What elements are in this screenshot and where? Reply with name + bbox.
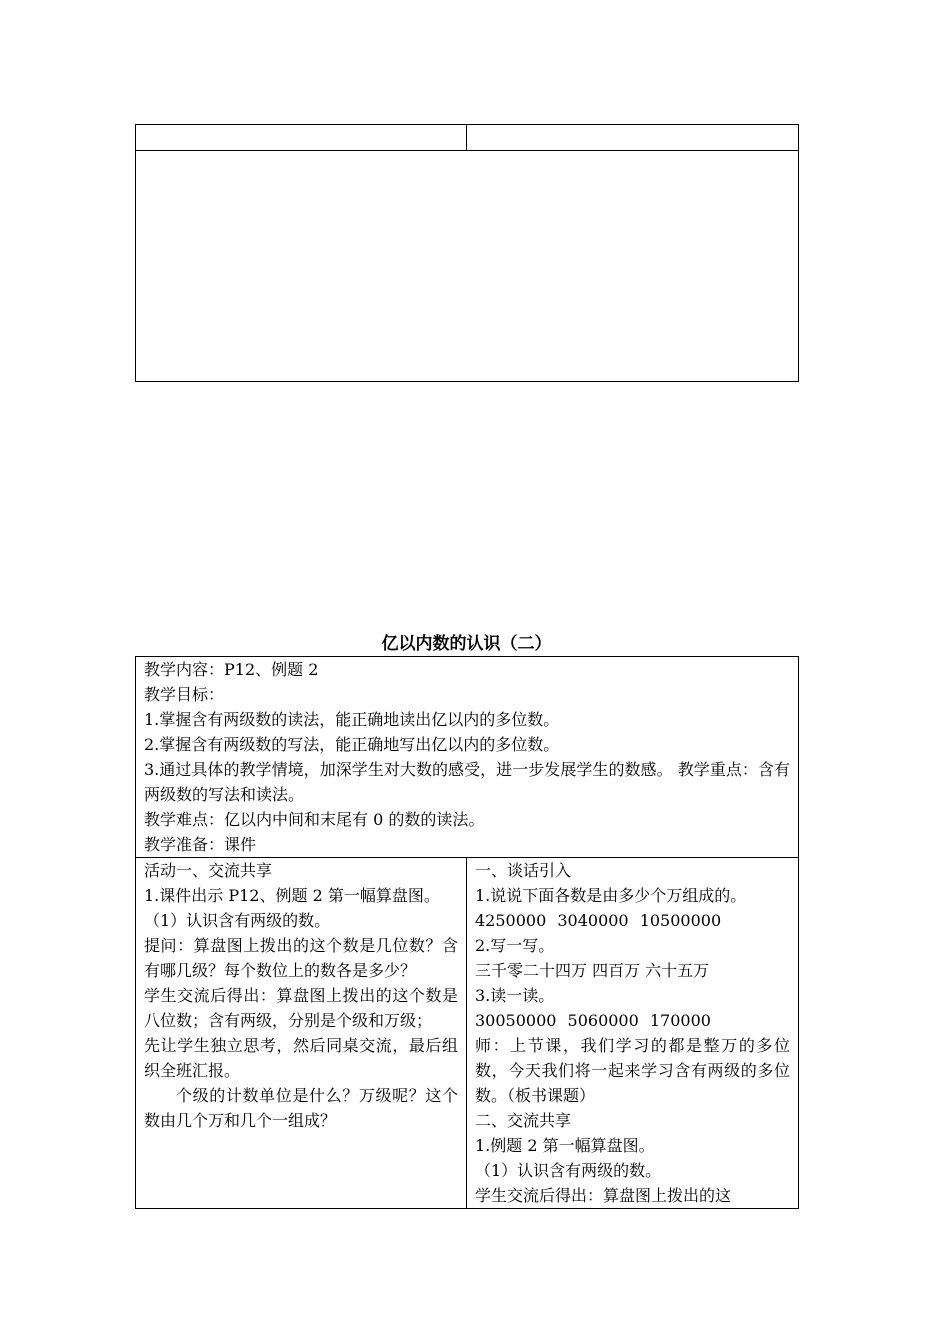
- right-teacher-talk: 师：上节课，我们学习的都是整万的多位数，今天我们将一起来学习含有两级的多位数。（板书课题）: [475, 1036, 791, 1105]
- blank-cell-right: [467, 125, 799, 151]
- teaching-difficulty: 教学难点：亿以内中间和末尾有 0 的数的读法。: [144, 810, 485, 829]
- blank-body-cell: [136, 151, 799, 382]
- intro-heading: 一、谈话引入: [475, 861, 572, 880]
- lesson-plan-table: [135, 656, 799, 1209]
- right-column-cell: [467, 858, 799, 1209]
- right-numbers-1: 4250000 3040000 10500000: [475, 911, 722, 930]
- left-conclusion: 学生交流后得出：算盘图上拨出的这个数是八位数；含有两级，分别是个级和万级；: [144, 986, 458, 1030]
- objective-1: 1.掌握含有两级数的读法，能正确地读出亿以内的多位数。: [144, 710, 560, 729]
- blank-header-table: [135, 124, 799, 382]
- left-method: 先让学生独立思考，然后同桌交流，最后组织全班汇报。: [144, 1036, 458, 1080]
- right-example: 1.例题 2 第一幅算盘图。: [475, 1136, 655, 1155]
- objectives-label: 教学目标：: [144, 685, 225, 704]
- activity-row: [136, 858, 799, 1209]
- left-question-2: 个级的计数单位是什么？万级呢？这个数由几个万和几个一组成？: [144, 1086, 458, 1130]
- activity-heading: 活动一、交流共享: [144, 861, 273, 880]
- objective-2: 2.掌握含有两级数的写法，能正确地写出亿以内的多位数。: [144, 735, 560, 754]
- left-step-1-1: （1）认识含有两级的数。: [144, 911, 331, 930]
- info-row: [136, 657, 799, 858]
- objective-3-and-key-point: 3.通过具体的教学情境，加深学生对大数的感受，进一步发展学生的数感。 教学重点：含有两级数的写法和读法。: [144, 760, 791, 804]
- right-task-3: 3.读一读。: [475, 986, 555, 1005]
- info-cell: [136, 657, 799, 858]
- lesson-title: 亿以内数的认识（二）: [381, 634, 552, 654]
- right-step-1-1: （1）认识含有两级的数。: [475, 1161, 662, 1180]
- right-words-2: 三千零二十四万 四百万 六十五万: [475, 961, 710, 980]
- left-question: 提问：算盘图上拨出的这个数是几位数？含有哪几级？每个数位上的数各是多少？: [144, 936, 458, 980]
- left-step-1: 1.课件出示 P12、例题 2 第一幅算盘图。: [144, 886, 440, 905]
- blank-header-row: [136, 125, 799, 151]
- left-column-cell: [136, 858, 467, 1209]
- right-conclusion: 学生交流后得出：算盘图上拨出的这: [475, 1186, 732, 1205]
- blank-body-row: [136, 151, 799, 382]
- right-task-1: 1.说说下面各数是由多少个万组成的。: [475, 886, 747, 905]
- teaching-content: 教学内容：P12、例题 2: [144, 660, 319, 679]
- right-numbers-3: 30050000 5060000 170000: [475, 1011, 711, 1030]
- blank-cell-left: [136, 125, 467, 151]
- right-task-2: 2.写一写。: [475, 936, 555, 955]
- teaching-preparation: 教学准备：课件: [144, 835, 257, 854]
- share-heading: 二、交流共享: [475, 1111, 572, 1130]
